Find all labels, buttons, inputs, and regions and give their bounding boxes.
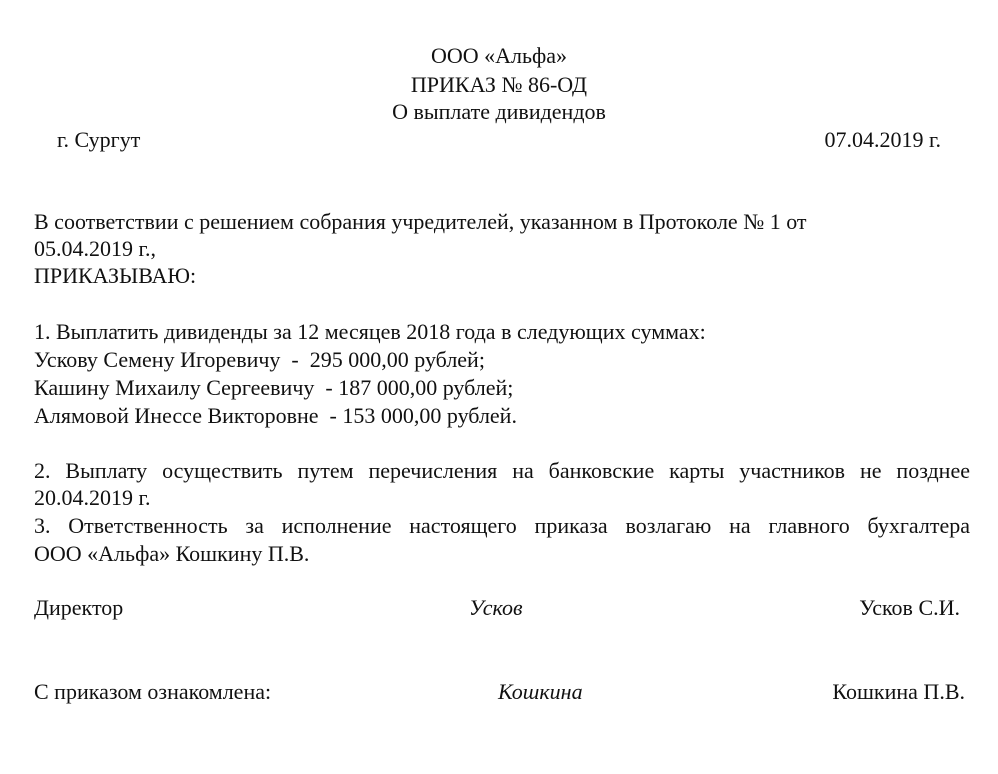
acknowledged-role: С приказом ознакомлена:	[34, 679, 272, 704]
order-date: 07.04.2019 г.	[824, 127, 941, 152]
order-subject: О выплате дивидендов	[392, 99, 606, 124]
item-1-text: 1. Выплатить дивиденды за 12 месяцев 2018 года в следующих суммах:	[34, 319, 706, 344]
payout-line: Алямовой Инессе Викторовне - 153 000,00 рублей.	[34, 403, 517, 428]
acknowledged-signature: Кошкина	[498, 679, 583, 704]
director-signature: Усков	[469, 595, 523, 620]
payout-line: Ускову Семену Игоревичу - 295 000,00 рублей;	[34, 347, 485, 372]
item-2-line-1: 2. Выплату осуществить путем перечисления на банковские карты участников не позднее	[34, 458, 970, 483]
order-city: г. Сургут	[57, 127, 141, 152]
director-role: Директор	[34, 595, 124, 620]
order-title: ПРИКАЗ № 86-ОД	[410, 72, 588, 97]
acknowledged-name: Кошкина П.В.	[832, 679, 965, 704]
organization-name: ООО «Альфа»	[430, 43, 568, 68]
preamble-line-2: 05.04.2019 г.,	[34, 236, 157, 261]
order-command: ПРИКАЗЫВАЮ:	[34, 263, 197, 288]
director-name: Усков С.И.	[859, 595, 960, 620]
item-3-line-1: 3. Ответственность за исполнение настоящего приказа возлагаю на главного бухгалтера	[34, 513, 970, 538]
item-3-line-2: ООО «Альфа» Кошкину П.В.	[34, 541, 310, 566]
preamble-line-1: В соответствии с решением собрания учредителей, указанном в Протоколе № 1 от	[34, 209, 807, 234]
payout-line: Кашину Михаилу Сергеевичу - 187 000,00 рублей;	[34, 375, 514, 400]
item-2-line-2: 20.04.2019 г.	[34, 485, 151, 510]
